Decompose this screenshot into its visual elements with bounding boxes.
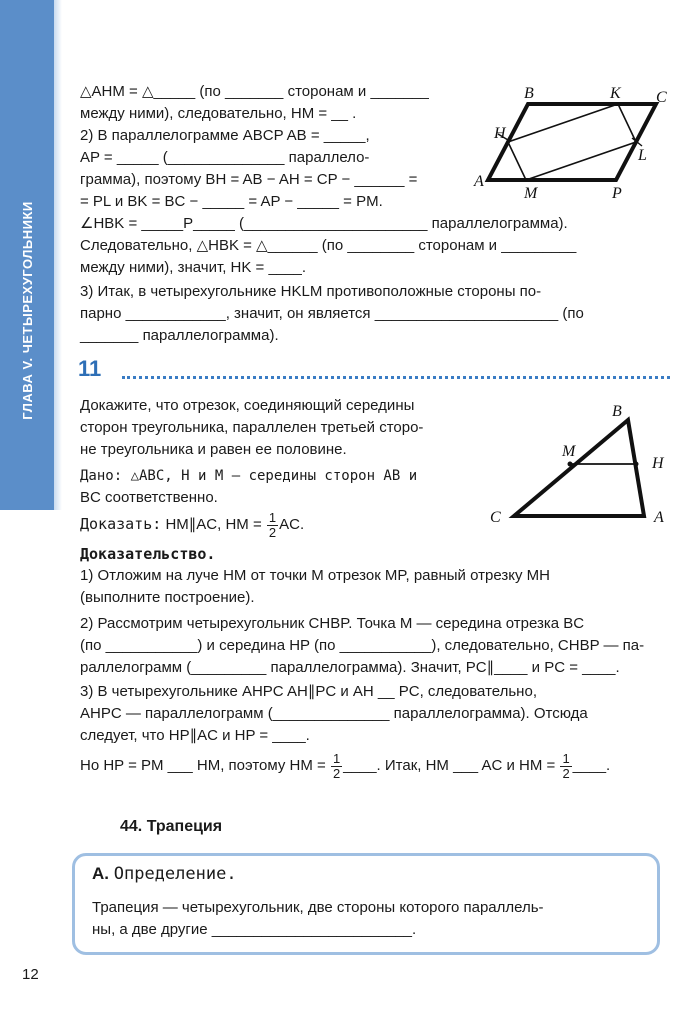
point-h-label: H (652, 455, 664, 472)
definition-title: Определение. (113, 864, 237, 884)
proof-line-4: (по ___________) и середина HP (по ___________), следовательно, CHBP — па- (80, 637, 645, 654)
final-part-b: ____. Итак, HM ___ AC и HM = (343, 757, 560, 774)
proof-line-8: следует, что HP∥AC и HP = ____. (80, 727, 310, 744)
proof-title: Доказательство. (80, 545, 216, 563)
fraction-numerator: 1 (332, 750, 341, 766)
text-line-11: парно ____________, значит, он является ______________________ (по (80, 305, 584, 322)
task-number: 11 (78, 356, 102, 381)
prove-line (80, 508, 304, 541)
given-line-1: Дано: △ABC, H и M — середины сторон AB и (80, 468, 418, 484)
statement-line-3: не треугольника и равен ее половине. (80, 441, 347, 458)
point-a-label: A (474, 173, 484, 190)
definition-letter: А. (92, 864, 109, 883)
proof-line-7: AHPC — параллелограмм (______________ параллелограмма). Отсюда (80, 705, 588, 722)
text-line-4: AP = _____ (______________ параллело- (80, 149, 370, 166)
text-line-5: грамма), поэтому BH = AB − AH = CP − ______ = (80, 171, 418, 188)
fraction-denominator: 2 (268, 524, 277, 540)
text-line-9: между ними), значит, HK = ____. (80, 259, 307, 276)
prove-fraction (267, 511, 278, 540)
point-k-label: K (610, 85, 621, 102)
text-line-2: между ними), следовательно, HM = __ . (80, 105, 357, 122)
point-m-label: M (562, 443, 576, 460)
fraction-denominator: 2 (562, 765, 570, 781)
text-line-6: = PL и BK = BC − _____ = AP − _____ = PM. (80, 193, 383, 210)
page-number: 12 (22, 966, 39, 983)
prove-label: Доказать: (80, 515, 162, 533)
point-c-label: C (490, 509, 501, 526)
chapter-label (0, 160, 54, 460)
prove-text: HM∥AC, HM = (165, 516, 266, 533)
point-h-label: H (494, 125, 506, 142)
point-h (634, 462, 639, 467)
text-line-12: _______ параллелограмма). (80, 327, 279, 344)
point-m (568, 462, 573, 467)
quadrilateral-hklm (508, 104, 636, 180)
text-line-10: 3) Итак, в четырехугольнике HKLM противоположные стороны по- (80, 283, 542, 300)
text-line-7: ∠HBK = _____P_____ (______________________ параллелограмма). (80, 215, 568, 232)
text-line-8: Следовательно, △HBK = △______ (по ________ сторонам и _________ (80, 237, 577, 254)
given-line-2: BC соответственно. (80, 489, 218, 506)
statement-line-2: сторон треугольника, параллелен третьей сторо- (80, 419, 424, 436)
proof-line-3: 2) Рассмотрим четырехугольник CHBP. Точка M — середина отрезка BC (80, 615, 585, 632)
final-part-c: ____. (572, 757, 611, 774)
fraction-numerator: 1 (268, 509, 277, 525)
point-m-label: M (524, 185, 538, 202)
fraction-denominator: 2 (332, 765, 341, 781)
proof-line-2: (выполните построение). (80, 589, 255, 606)
proof-line-6: 3) В четырехугольнике AHPC AH∥PC и AH __ PC, следовательно, (80, 683, 537, 700)
dotted-divider (122, 376, 670, 379)
parallelogram-abcp (488, 104, 656, 180)
point-b-label: B (612, 403, 622, 420)
statement-line-1: Докажите, что отрезок, соединяющий середины (80, 397, 415, 414)
triangle-abc (514, 420, 644, 516)
definition-heading (92, 864, 237, 884)
final-part-a: Но HP = PM ___ HM, поэтому HM = (80, 757, 330, 774)
proof-line-5: раллелограмм (_________ параллелограмма). Значит, PC∥____ и PC = ____. (80, 659, 620, 676)
point-p-label: P (612, 185, 622, 202)
point-b-label: B (524, 85, 534, 102)
point-c-label: C (656, 89, 667, 106)
fraction-numerator: 1 (562, 750, 570, 766)
definition-line-1: Трапеция — четырехугольник, две стороны которого параллель- (92, 899, 544, 916)
parallelogram-figure (470, 82, 680, 202)
prove-tail: AC. (279, 516, 305, 533)
final-fraction-2 (560, 752, 571, 781)
point-a-label: A (654, 509, 664, 526)
triangle-figure (486, 400, 676, 530)
section-title: 44. Трапеция (120, 818, 223, 835)
text-line-1: △AHM = △_____ (по _______ сторонам и _______ (80, 83, 429, 100)
final-line (80, 750, 610, 782)
definition-line-2: ны, а две другие ________________________. (92, 921, 417, 938)
proof-line-1: 1) Отложим на луче HM от точки M отрезок MP, равный отрезку MH (80, 567, 550, 584)
final-fraction-1 (331, 752, 342, 781)
point-l-label: L (638, 147, 647, 164)
chapter-label-text: ГЛАВА V. ЧЕТЫРЕХУГОЛЬНИКИ (19, 200, 35, 420)
text-line-3: 2) В параллелограмме ABCP AB = _____, (80, 127, 370, 144)
